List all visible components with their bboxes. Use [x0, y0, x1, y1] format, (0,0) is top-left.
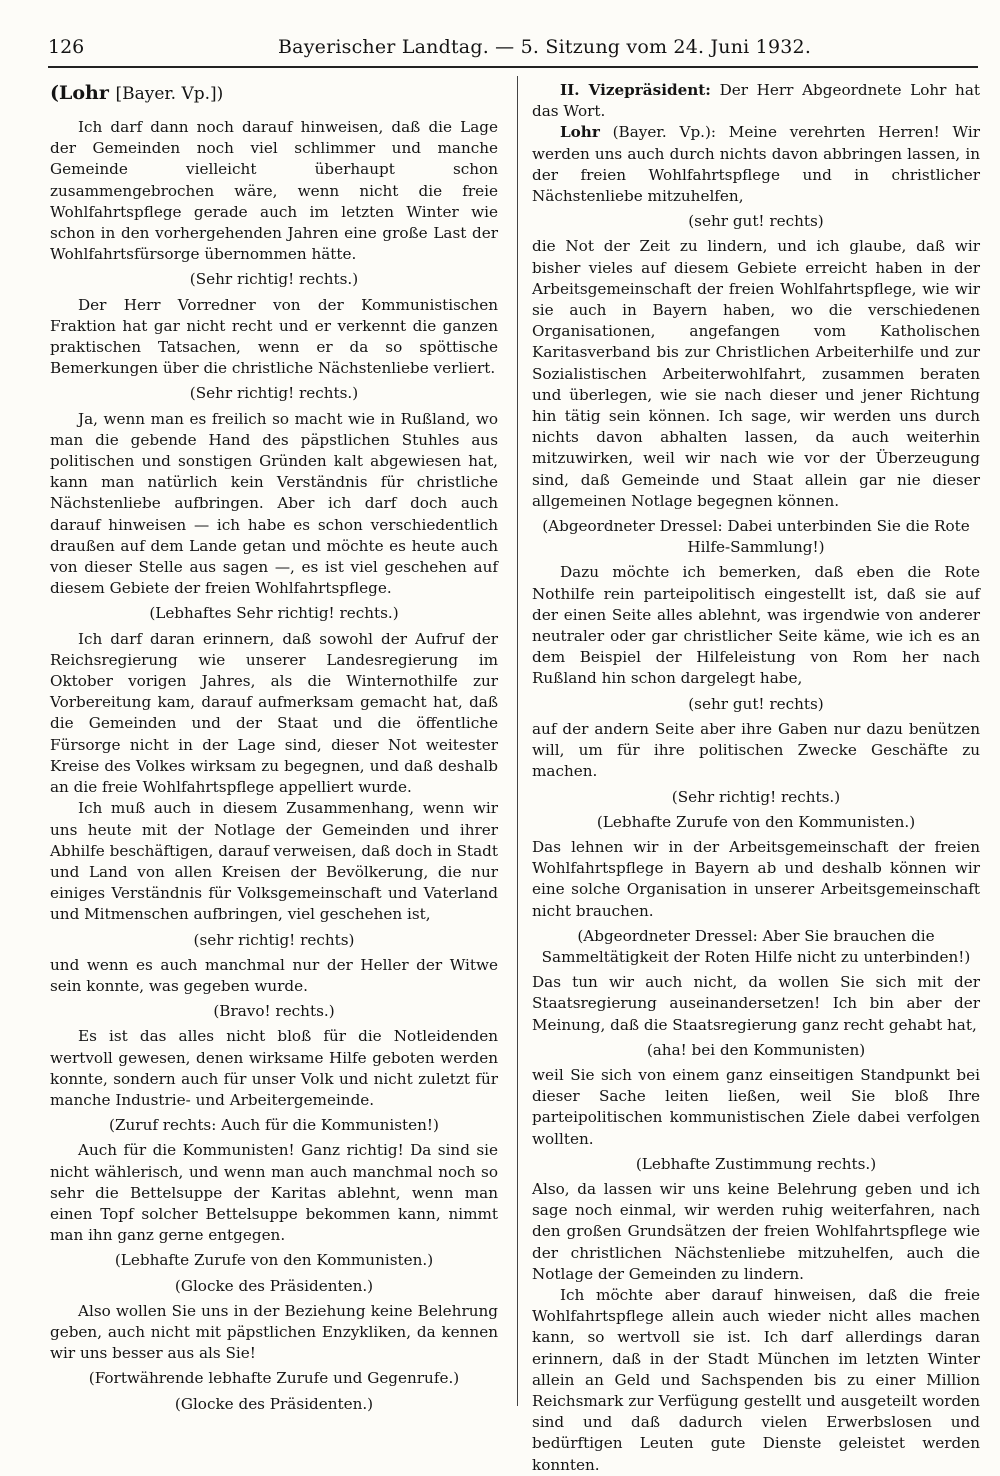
interjection: (Sehr richtig! rechts.)	[189, 270, 359, 289]
paragraph	[532, 1285, 980, 1476]
interjection: (aha! bei den Kommunisten)	[646, 1040, 866, 1059]
paragraph	[50, 295, 498, 380]
speaker-name: II. Vizepräsident:	[560, 81, 711, 99]
paragraph-text: Das tun wir auch nicht, da wollen Sie sich mit der Staatsregierung auseinandersetzen! Ich bin aber der Meinung, daß die Staatsregierung ganz recht gehabt hat,	[532, 973, 980, 1034]
interjection: (Glocke des Präsidenten.)	[174, 1394, 374, 1413]
paragraph-text: Ich möchte aber darauf hinweisen, daß die freie Wohlfahrtspflege allein auch wieder nicht alles machen kann, so wertvoll sie ist. Ich darf allerdings daran erinnern, daß in der Stadt München im letzten Winter allein an Geld und Sachspenden bis zu einer Million Reichsmark zur Verfügung gestellt und ausgeteilt worden sind und daß dadurch vielen Erwerbslosen und bedürftigen Leuten gute Dienste geleistet werden konnten.	[532, 1285, 980, 1474]
paragraph-text: Der Herr Vorredner von der Kommunistischen Fraktion hat gar nicht recht und er verkennt die ganzen praktischen Tatsachen, wenn er da so spöttische Bemerkungen über die christliche Nächstenliebe verliert.	[50, 295, 498, 378]
paragraph-text: die Not der Zeit zu lindern, und ich glaube, daß wir bisher vieles auf diesem Gebiete erreicht haben in der Arbeitsgemeinschaft der freien Wohlfahrtspflege, wie wir sie auch in Bayern haben, wo die verschiedenen Organisationen, angefangen vom Katholischen Karitasverband bis zur Christlichen Arbeiterhilfe und zur Sozialistischen Arbeiterwohlfahrt, zusammen beraten und überlegen, wie sie nach dieser und jener Richtung hin tätig sein können. Ich sage, wir werden uns durch nichts davon abhalten lassen, da auch weiterhin mitzuwirken, weil wir nach wie vor der Überzeugung sind, daß Gemeinde und Staat allein gar nie dieser allgemeinen Notlage begegnen können.	[532, 237, 980, 510]
interjection: (Sehr richtig! rechts.)	[671, 787, 841, 806]
paragraph	[532, 837, 980, 922]
interjection: (sehr gut! rechts)	[688, 212, 824, 231]
paragraph-text: Das lehnen wir in der Arbeitsgemeinschaft der freien Wohlfahrtspflege in Bayern ab und deshalb können wir eine solche Organisation in unserer Arbeitsgemeinschaft nicht brauchen.	[532, 837, 980, 920]
paragraph	[532, 719, 980, 783]
interjection: (Lebhafte Zustimmung rechts.)	[635, 1154, 877, 1173]
speaker-party: [Bayer. Vp.])	[115, 84, 224, 104]
paragraph	[50, 409, 498, 600]
interjection: (sehr richtig! rechts)	[193, 930, 355, 949]
interjection: (Glocke des Präsidenten.)	[174, 1276, 374, 1295]
paragraph-text: Ja, wenn man es freilich so macht wie in Rußland, wo man die gebende Hand des päpstlichen Stuhles aus politischen und sonstigen Gründen kalt abgewiesen hat, kann man natürlich kein Verständnis für christliche Nächstenliebe aufbringen. Aber ich darf doch auch darauf hinweisen — ich habe es schon verschiedentlich draußen auf dem Lande getan und möchte es heute auch von dieser Stelle aus sagen —, es ist viel geschehen auf diesem Gebiete der freien Wohlfahrtspflege.	[50, 409, 498, 598]
paragraph-text: Ich darf daran erinnern, daß sowohl der Aufruf der Reichsregierung wie unserer Landesregierung im Oktober vorigen Jahres, als die Winternothilfe zur Vorbereitung kam, darauf aufmerksam gemacht hat, daß die Gemeinden und der Staat und die öffentliche Fürsorge nicht in der Lage sind, dieser Not weitester Kreise des Volkes wirksam zu begegnen, und daß deshalb an die freie Wohlfahrtspflege appelliert wurde.	[50, 629, 498, 797]
paragraph	[532, 236, 980, 512]
interjection: (Sehr richtig! rechts.)	[189, 384, 359, 403]
speaker-name: (Lohr	[50, 82, 109, 104]
interjection: (Abgeordneter Dressel: Dabei unterbinden Sie die Rote Hilfe-Sammlung!)	[542, 517, 970, 557]
interjection: (Lebhafte Zurufe von den Kommunisten.)	[596, 812, 916, 831]
paragraph	[532, 562, 980, 689]
paragraph	[50, 629, 498, 799]
speaker-name: Lohr	[560, 123, 600, 142]
paragraph	[532, 972, 980, 1036]
paragraph-text: Ich darf dann noch darauf hinweisen, daß die Lage der Gemeinden noch viel schlimmer und manche Gemeinde vielleicht überhaupt schon zusammengebrochen wäre, wenn nicht die freie Wohlfahrtspflege gerade auch im letzten Winter wie schon in den vorhergehenden Jahren eine große Last der Wohlfahrtsfürsorge übernommen hätte.	[50, 118, 498, 264]
paragraph	[50, 955, 498, 997]
interjection: (Lebhafte Zurufe von den Kommunisten.)	[114, 1251, 434, 1270]
running-title: Bayerischer Landtag. — 5. Sitzung vom 24. Juni 1932.	[278, 36, 812, 58]
paragraph-text: Dazu möchte ich bemerken, daß eben die Rote Nothilfe rein parteipolitisch eingestellt ist, daß sie auf der einen Seite alles ablehnt, was irgendwie von anderer neutraler oder gar christlicher Seite käme, wie ich es an dem Beispiel der Hilfeleistung von Rom her nach Rußland hin schon dargelegt habe,	[532, 563, 980, 688]
paragraph-text: Der Herr Abgeordnete Lohr hat das Wort.	[532, 81, 980, 121]
paragraph-text: Auch für die Kommunisten! Ganz richtig! Da sind sie nicht wählerisch, und wenn man auch manchmal noch so sehr die Bettelsuppe der Karitas ablehnt, wenn man einen Topf solcher Bettelsuppe bekommen kann, nimmt man ihn ganz gerne entgegen.	[50, 1141, 498, 1245]
page-number: 126	[48, 36, 85, 58]
header-rule	[48, 66, 978, 68]
paragraph	[532, 1179, 980, 1285]
right-column-body	[532, 80, 980, 1476]
interjection: (Abgeordneter Dressel: Aber Sie brauchen die Sammeltätigkeit der Roten Hilfe nicht zu unterbinden!)	[541, 926, 971, 966]
paragraph	[50, 117, 498, 265]
paragraph	[50, 798, 498, 925]
interjection: (sehr gut! rechts)	[688, 694, 824, 713]
paragraph	[50, 1140, 498, 1246]
paragraph	[532, 1065, 980, 1150]
paragraph	[532, 122, 980, 207]
paragraph-text: (Bayer. Vp.): Meine verehrten Herren! Wir werden uns auch durch nichts davon abbringen lassen, in der freien Wohlfahrtspflege und in christlicher Nächstenliebe mitzuhelfen,	[532, 123, 980, 206]
column-divider	[517, 76, 518, 1406]
left-column	[50, 80, 498, 1419]
paragraph-text: Ich muß auch in diesem Zusammenhang, wenn wir uns heute mit der Notlage der Gemeinden und ihrer Abhilfe beschäftigen, darauf verweisen, daß doch in Stadt und Land von allen Kreisen der Bevölkerung, die nur einiges Verständnis für Volksgemeinschaft und Vaterland und Mitmenschen aufbringen, viel geschehen ist,	[50, 799, 498, 924]
paragraph	[50, 1301, 498, 1365]
paragraph-text: Es ist das alles nicht bloß für die Notleidenden wertvoll gewesen, denen wirksame Hilfe geboten werden konnte, sondern auch für unser Volk und nicht zuletzt für manche Industrie- und Arbeitergemeinde.	[50, 1027, 498, 1109]
paragraph	[532, 80, 980, 122]
interjection: (Fortwährende lebhafte Zurufe und Gegenrufe.)	[88, 1369, 460, 1388]
paragraph-text: auf der andern Seite aber ihre Gaben nur dazu benützen will, um für ihre politischen Zwecke Geschäfte zu machen.	[532, 719, 980, 781]
paragraph-text: und wenn es auch manchmal nur der Heller der Witwe sein konnte, was gegeben wurde.	[50, 955, 498, 995]
right-column	[532, 80, 980, 1476]
interjection: (Zuruf rechts: Auch für die Kommunisten!)	[109, 1116, 439, 1135]
interjection: (Lebhaftes Sehr richtig! rechts.)	[149, 604, 399, 623]
paragraph-text: Also, da lassen wir uns keine Belehrung geben und ich sage noch einmal, wir werden ruhig weiterfahren, nach den großen Grundsätzen der freien Wohlfahrtspflege wie der christlichen Nächstenliebe mitzuhelfen, auch die Notlage der Gemeinden zu lindern.	[532, 1179, 980, 1283]
page-header	[48, 36, 978, 66]
paragraph	[50, 1026, 498, 1111]
left-column-body	[50, 117, 498, 1415]
paragraph-text: Also wollen Sie uns in der Beziehung keine Belehrung geben, auch nicht mit päpstlichen Enzykliken, da kennen wir uns besser aus als Sie!	[50, 1301, 498, 1363]
speaker-heading	[50, 80, 498, 107]
interjection: (Bravo! rechts.)	[213, 1002, 335, 1021]
paragraph-text: weil Sie sich von einem ganz einseitigen Standpunkt bei dieser Sache leiten ließen, weil Sie bloß Ihre parteipolitischen kommunistischen Ziele dabei verfolgen wollten.	[532, 1065, 980, 1148]
